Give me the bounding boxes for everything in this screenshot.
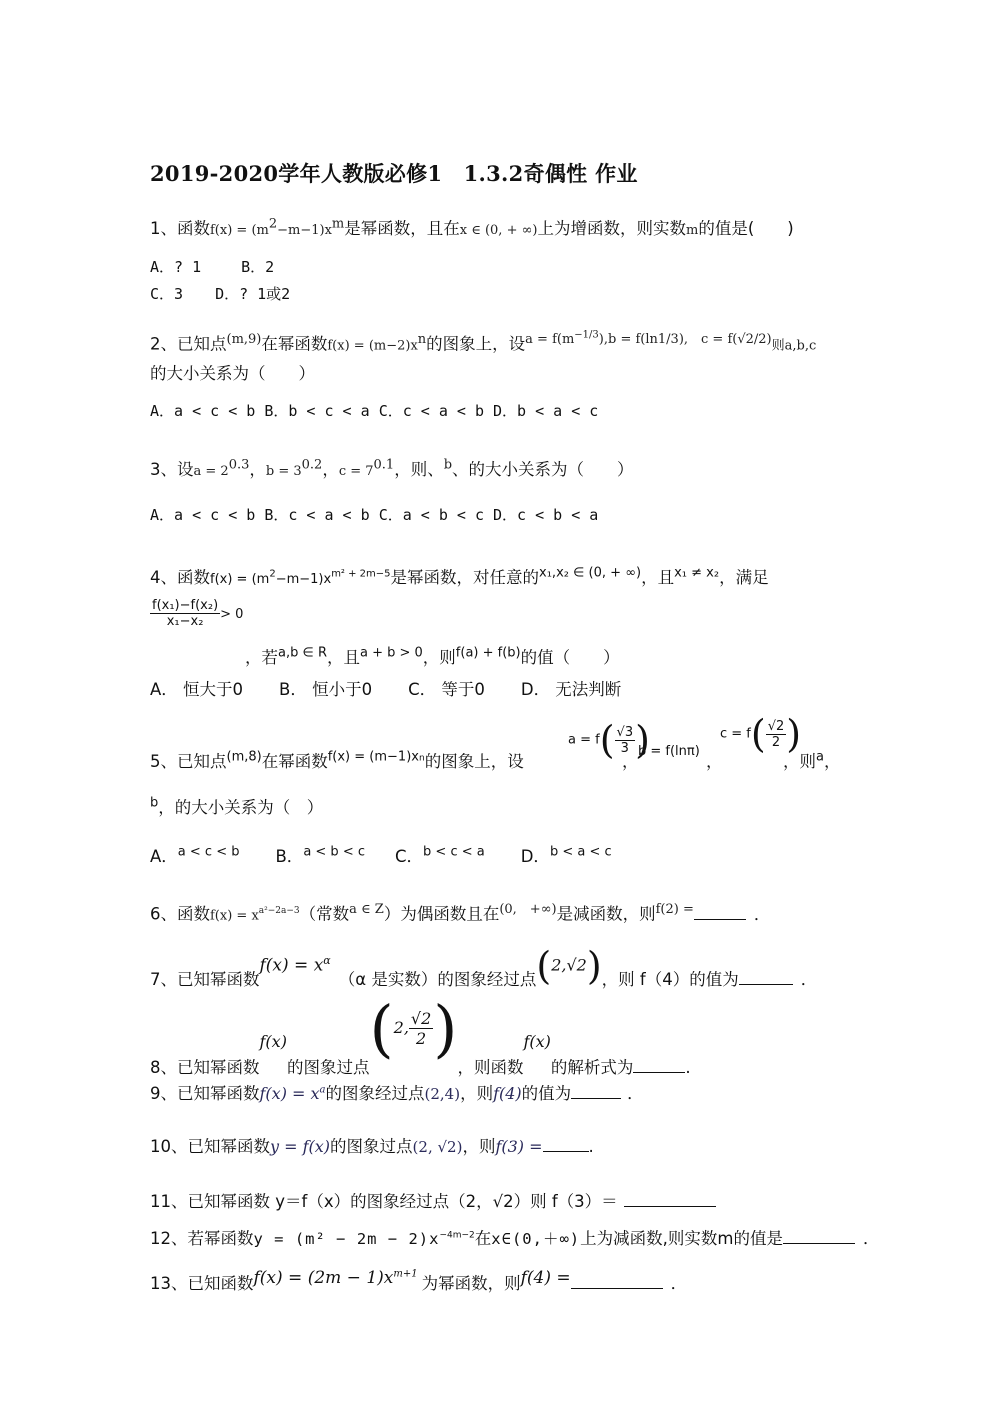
q6-exponent: a²−2a−3: [258, 906, 300, 916]
q8-mid: 的图象过点: [286, 1058, 370, 1077]
q13-mid: 为幂函数，则: [421, 1274, 521, 1293]
q4-mid2: ，且: [641, 568, 675, 587]
page-title: 2019-2020学年人教版必修1 1.3.2奇偶性 作业: [150, 161, 638, 186]
q4-end: ，满足: [719, 568, 769, 587]
q9-f4: f(4): [493, 1084, 522, 1103]
q3-b: b = 3: [265, 464, 302, 479]
q10-mid2: ，则: [462, 1137, 496, 1156]
q7-end: ，则 f（4）的值为: [601, 969, 739, 989]
q9-end: 的值为: [521, 1084, 572, 1103]
q2-function: f(x) = (m−2)x: [327, 338, 418, 354]
q1-end: 的值是( ): [698, 219, 794, 238]
q5-a-expr: a = f( $\frac{√3}{3}$ ): [568, 718, 650, 762]
q5-mid2: 的图象上，设: [424, 752, 524, 771]
q4-frac-top: f(x₁)−f(x₂): [152, 598, 219, 613]
q7-function: f(x) = x: [259, 955, 324, 976]
question-7: 7、已知幂函数$f(x) = x^\alpha(\alpha$ 是实数）的图象经过点(2,√2)，则 f（4）的值为 ．: [150, 944, 818, 989]
q4-fsum: f(a) + f(b): [455, 645, 521, 661]
q12-prefix: 12、若幂函数: [150, 1229, 254, 1248]
q12-exponent: −4m−2: [439, 1230, 475, 1241]
question-3: 3、设$a = 2^{0.3}$，$b = 3^{0.2}$，$c = 7^{0.1}$，则、$^b$、的大小关系为（ ）: [150, 457, 634, 479]
q4-gt: > 0: [220, 607, 244, 622]
q9-mid: 的图象经过点: [325, 1084, 425, 1103]
q4-function: f(x) = (m: [210, 572, 270, 587]
q1-domain: x ∈ (0, + ∞): [459, 223, 538, 238]
q11-text: 11、已知幂函数 y＝f（x）的图象经过点（2，√2）则 f（3）＝: [150, 1192, 618, 1211]
q13-dot: ．: [670, 1274, 688, 1293]
q7-mid: （α 是实数）的图象经过点: [338, 969, 537, 989]
q4-options: [150, 676, 621, 700]
q1-function-tail: −m−1)x: [277, 223, 332, 238]
question-4: 4、函数$f(x) = (m^2-m-1)x^{m^2 + 2m-5}$是幂函数，对任意的$^{x_1,x_2 \in (0, + \infty)}$，且$^{x_1 \ne x_2}$，满足: [150, 565, 769, 587]
q7-prefix: 7、已知幂函数: [150, 969, 260, 989]
q12-function: y = (m² − 2m − 2)x: [253, 1230, 440, 1248]
q5-avar: a: [816, 749, 824, 765]
q3-a-exp: 0.3: [228, 457, 250, 473]
q6-mid: （常数: [299, 904, 350, 924]
q2-mid2: 的图象上，设: [426, 334, 526, 354]
q5-c-expr: c = f( $\frac{√2}{2}$ ): [720, 712, 802, 756]
q3-prefix: 3、设: [150, 460, 194, 479]
q7-dot: ．: [800, 969, 818, 989]
q3-b-exp: 0.2: [301, 457, 323, 473]
q1-option-a: A．? 1: [150, 258, 202, 276]
q9-function: f(x) = x: [259, 1084, 320, 1103]
q12-dot: ．: [862, 1229, 880, 1248]
q6-a: a ∈ Z: [349, 902, 384, 917]
q3-bvar: b: [443, 457, 453, 473]
q4-line3c: ，则: [422, 648, 456, 667]
q8-point-y: [409, 1009, 433, 1048]
q10-answer-blank[interactable]: [543, 1137, 589, 1152]
q9-dot: ．: [627, 1084, 644, 1103]
q5-option-a: a < c < b: [177, 844, 240, 860]
q2-b: ),b = f(ln: [598, 332, 658, 347]
q5-option-d: b < a < c: [549, 844, 612, 860]
q5-mid: 在幂函数: [261, 752, 328, 771]
q5-option-d-label: D．: [520, 847, 550, 866]
q1-option-d: D．? 1或2: [215, 285, 291, 303]
q2-option-a: A．a < c < b: [150, 402, 256, 420]
q7-answer-blank[interactable]: [739, 970, 793, 985]
q3-option-a: A．a < c < b: [150, 506, 256, 524]
q5-function: f(x) = (m−1)x: [327, 749, 419, 765]
question-5: [150, 710, 841, 771]
q5-comma2: ，: [706, 752, 723, 771]
q13-exponent: m+1: [393, 1268, 418, 1280]
q2-end: 则a,b,c: [771, 338, 817, 354]
q4-line3a: ，若: [245, 648, 278, 667]
q2-option-d: D．b < a < c: [493, 402, 599, 420]
q2-mid: 在幂函数: [261, 334, 328, 354]
q10-f3: f(3) =: [495, 1137, 543, 1156]
q5-a: a = f: [568, 732, 600, 748]
q4-fraction: [150, 598, 220, 629]
q4-option-a: A． 恒大于0: [150, 680, 244, 699]
q4-domain: x₁,x₂ ∈ (0, + ∞): [539, 565, 642, 581]
q10-point: (2, √2): [412, 1138, 463, 1156]
q6-prefix: 6、函数: [150, 904, 210, 924]
q1-mid: 是幂函数，且在: [344, 219, 460, 238]
q5-b: b = f(lnπ): [638, 744, 700, 759]
q5-option-b-label: B．: [275, 847, 304, 866]
q1-function: f(x) = (m: [210, 223, 269, 238]
q1-prefix: 1、函数: [150, 219, 210, 238]
q8-end: 的解析式为: [550, 1058, 634, 1077]
q2-c: ), c = f(: [678, 332, 738, 347]
q3-end2: 、的大小关系为（ ）: [452, 460, 634, 479]
q3-c: c = 7: [338, 464, 374, 479]
q2-line2: 的大小关系为（ ）: [150, 364, 315, 383]
q13-f4: f(4) =: [520, 1268, 571, 1288]
q8-dot: .: [685, 1058, 691, 1077]
q5-text: 5、已知点$^{(m,8)}$在幂函数$^{f(x) = (m-1)xn}$的图象上，设: [150, 749, 524, 771]
question-2: 2、已知点$^{(m,9)}$在幂函数$f(x) = (m-2)x^n$的图象上，设$^{a = f(m^{-1/3}),b = f(ln1/3), c = f(√2/2)}$则a,b,c: [150, 329, 817, 354]
question-6: [150, 898, 770, 925]
question-9: [150, 1080, 644, 1104]
q6-end: ．: [753, 904, 771, 924]
q4-mid: 是幂函数，对任意的: [390, 568, 540, 587]
q4-frac-bot: x₁−x₂: [166, 614, 204, 629]
q4-exponent: m² + 2m−5: [331, 568, 391, 580]
q8-frac-top: √2: [410, 1009, 432, 1028]
q5-option-a-label: A．: [150, 847, 178, 866]
q6-f2: f(2) =: [655, 902, 694, 917]
q9-prefix: 9、已知幂函数: [150, 1084, 260, 1103]
q2-prefix: 2、已知点: [150, 334, 227, 354]
q5-option-c-label: C．: [395, 847, 424, 866]
q2-options: [150, 400, 598, 421]
q5-end-wrap: ，则$^a$，: [783, 749, 841, 771]
q3-option-d: D．c < b < a: [493, 506, 599, 524]
q3-option-c: C．a < b < c: [378, 506, 484, 524]
q3-end1: ，则、: [394, 460, 444, 479]
q3-option-b: B．c < a < b: [264, 506, 370, 524]
q5-end: ，则: [783, 752, 816, 771]
q7-exponent: α: [323, 954, 331, 967]
question-13: [150, 1264, 688, 1293]
q9-point: (2,4): [424, 1085, 461, 1103]
q5-prefix: 5、已知点: [150, 752, 227, 771]
q11-answer-blank[interactable]: [624, 1192, 716, 1207]
q5-line2-text: ，的大小关系为（ ）: [158, 798, 324, 817]
q9-answer-blank[interactable]: [571, 1084, 621, 1099]
q6-function: f(x) = x: [210, 908, 259, 924]
q3-a: a = 2: [193, 464, 229, 479]
q1-suffix: 上为增函数，则实数: [537, 219, 687, 238]
q1-option-b: B．2: [241, 258, 275, 276]
q1-option-c: C．3: [150, 285, 184, 303]
q1-options-row1: [150, 256, 274, 277]
q4-option-b: B． 恒小于0: [279, 680, 373, 699]
q1-var: m: [686, 223, 699, 238]
q9-mid2: ，则: [460, 1084, 494, 1103]
q4-line3d: 的值（ ）: [520, 648, 620, 667]
q8-function-2: f(x): [523, 1032, 551, 1051]
q12-end: 上为减函数,则实数m的值是: [580, 1229, 783, 1248]
question-12: [150, 1225, 879, 1249]
question-10: [150, 1133, 594, 1157]
q4-fraction-row: [150, 598, 243, 629]
q10-dot: .: [588, 1137, 594, 1156]
q8-mid2: ，则函数: [457, 1058, 524, 1077]
q10-function: y = f(x): [270, 1137, 331, 1156]
q10-mid: 的图象过点: [330, 1137, 413, 1156]
q4-neq: x₁ ≠ x₂: [674, 565, 720, 581]
question-1: 1、函数$f(x) = (m^2-m-1)x^m$是幂函数，且在x ∈ (0, + ∞)上为增函数，则实数m的值是( ): [150, 216, 794, 238]
q6-mid2: ）为偶函数且在: [383, 904, 500, 924]
q5-line2: [150, 794, 323, 818]
q8-point-x: 2,: [393, 1018, 409, 1037]
q5-comma1: ，: [622, 752, 639, 771]
q13-function: f(x) = (2m − 1)x: [253, 1268, 394, 1288]
q8-frac-bot: 2: [416, 1029, 427, 1048]
q2-a: a = f(m: [525, 332, 575, 347]
q3-c-exp: 0.1: [373, 457, 395, 473]
q6-answer-blank[interactable]: [694, 905, 746, 920]
q2-point: (m,9): [226, 332, 262, 347]
q5-option-b: a < b < c: [303, 844, 365, 860]
q9-exponent: a: [319, 1084, 326, 1096]
q6-mid3: 是减函数，则: [556, 904, 656, 924]
q5-option-c: b < c < a: [423, 844, 485, 860]
q3-options: [150, 504, 598, 525]
q6-domain: (0, +∞): [499, 902, 557, 917]
q4-line3: [245, 644, 620, 668]
q4-prefix: 4、函数: [150, 568, 210, 587]
q8-answer-blank[interactable]: [633, 1058, 685, 1073]
q2-option-b: B．b < c < a: [264, 402, 370, 420]
q1-options-row2: [150, 283, 290, 304]
question-8: 8、已知幂函数f(x)的图象过点(2, $\frac{√2}{2}$ )，则函数f(x)的解析式为 .: [150, 992, 691, 1077]
q5-line2-b: b: [150, 795, 159, 811]
q2-option-c: C．c < a < b: [378, 402, 484, 420]
q4-option-c: C． 等于0: [408, 680, 485, 699]
q7-point: 2,√2: [551, 955, 587, 975]
q5-options: [150, 843, 612, 867]
q12-domain: x∈(0,＋∞): [491, 1230, 581, 1248]
question-11: [150, 1188, 716, 1212]
q10-prefix: 10、已知幂函数: [150, 1137, 270, 1156]
q12-answer-blank[interactable]: [783, 1229, 855, 1244]
q13-answer-blank[interactable]: [571, 1274, 663, 1289]
q4-function-tail: −m−1)x: [275, 572, 332, 587]
q5-point: (m,8): [226, 749, 262, 765]
q4-sum: a + b > 0: [359, 645, 423, 661]
q13-prefix: 13、已知函数: [150, 1274, 254, 1293]
q5-c: c = f: [720, 726, 751, 742]
q4-option-d: D． 无法判断: [520, 680, 622, 699]
q8-function: f(x): [259, 1032, 287, 1051]
q8-prefix: 8、已知幂函数: [150, 1058, 260, 1077]
q4-ab: a,b ∈ R: [278, 645, 327, 661]
q4-line3b: ，且: [326, 648, 360, 667]
q12-mid: 在: [474, 1229, 492, 1248]
